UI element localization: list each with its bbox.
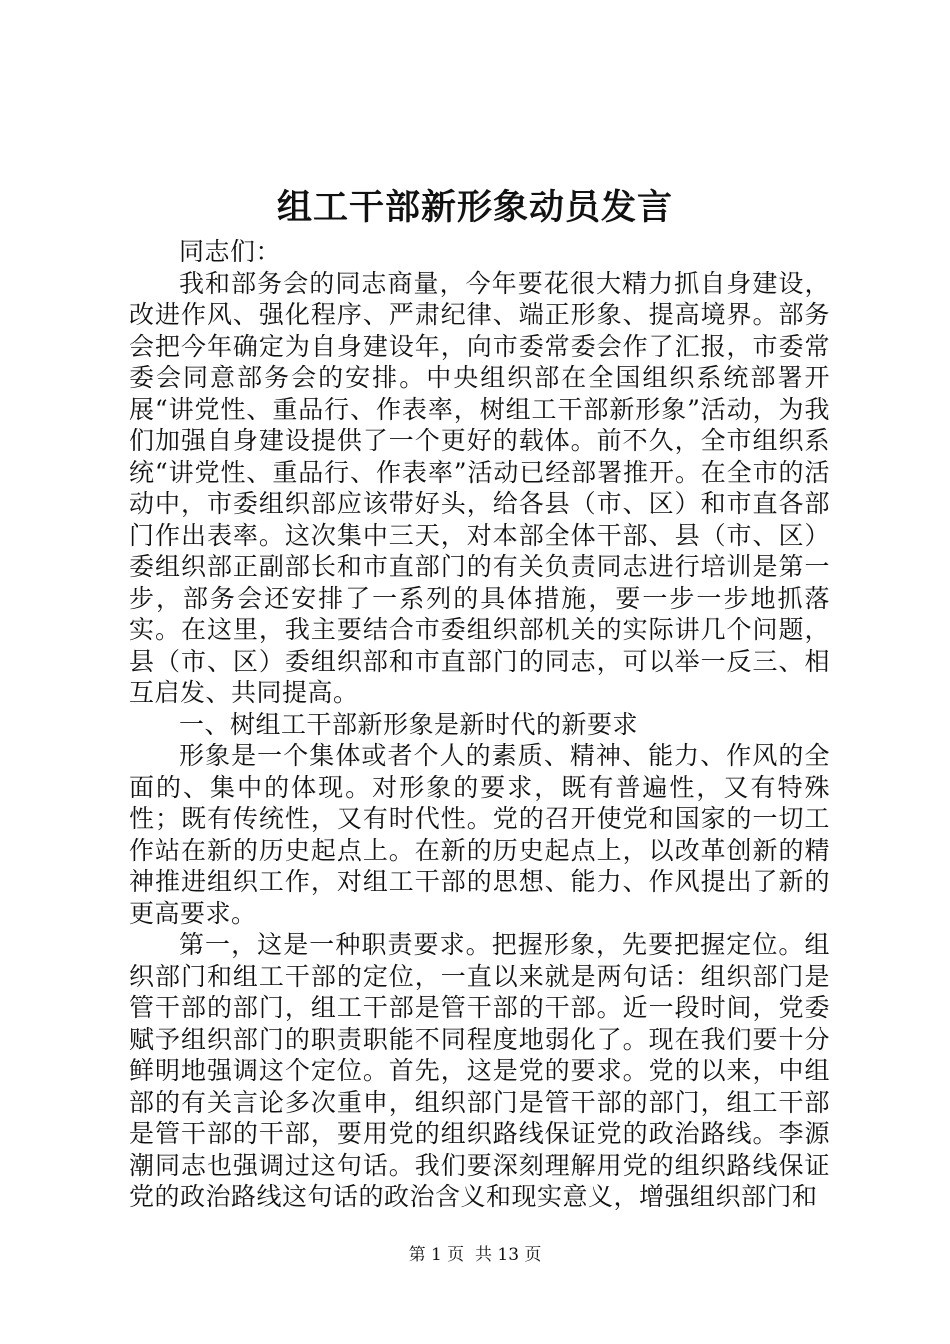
page-number-label: 第 1 页 共 13 页 (408, 1245, 542, 1265)
page-footer (0, 1243, 950, 1267)
intro-paragraph: 我和部务会的同志商量，今年要花很大精力抓自身建设，改进作风、强化程序、严肃纪律、端正形象、提高境界。部务会把今年确定为自身建设年，向市委常委会作了汇报，市委常委会同意部务会的安排。中央组织部在全国组织系统部署开展“讲党性、重品行、作表率，树组工干部新形象”活动，为我们加强自身建设提供了一个更好的载体。前不久，全市组织系统“讲党性、重品行、作表率”活动已经部署推开。在全市的活动中，市委组织部应该带好头，给各县（市、区）和市直各部门作出表率。这次集中三天，对本部全体干部、县（市、区）委组织部正副部长和市直部门的有关负责同志进行培训是第一步，部务会还安排了一系列的具体措施，要一步一步地抓落实。在这里，我主要结合市委组织部机关的实际讲几个问题，县（市、区）委组织部和市直部门的同志，可以举一反三、相互启发、共同提高。 (129, 268, 830, 707)
point-1-paragraph: 第一，这是一种职责要求。把握形象，先要把握定位。组织部门和组工干部的定位，一直以来就是两句话：组织部门是管干部的部门，组工干部是管干部的干部。近一段时间，党委赋予组织部门的职责职能不同程度地弱化了。现在我们要十分鲜明地强调这个定位。首先，这是党的要求。党的以来，中组部的有关言论多次重申，组织部门是管干部的部门，组工干部是管干部的干部，要用党的组织路线保证党的政治路线。李源潮同志也强调过这句话。我们要深刻理解用党的组织路线保证党的政治路线这句话的政治含义和现实意义，增强组织部门和 (129, 930, 830, 1211)
section-1-paragraph: 形象是一个集体或者个人的素质、精神、能力、作风的全面的、集中的体现。对形象的要求，既有普遍性，又有特殊性；既有传统性，又有时代性。党的召开使党和国家的一切工作站在新的历史起点上。在新的历史起点上，以改革创新的精神推进组织工作，对组工干部的思想、能力、作风提出了新的更高要求。 (129, 741, 830, 928)
document-body (129, 236, 830, 1213)
section-heading-1: 一、树组工干部新形象是新时代的新要求 (179, 709, 639, 739)
salutation-paragraph: 同志们： (179, 237, 282, 266)
document-title: 组工干部新形象动员发言 (276, 187, 673, 228)
